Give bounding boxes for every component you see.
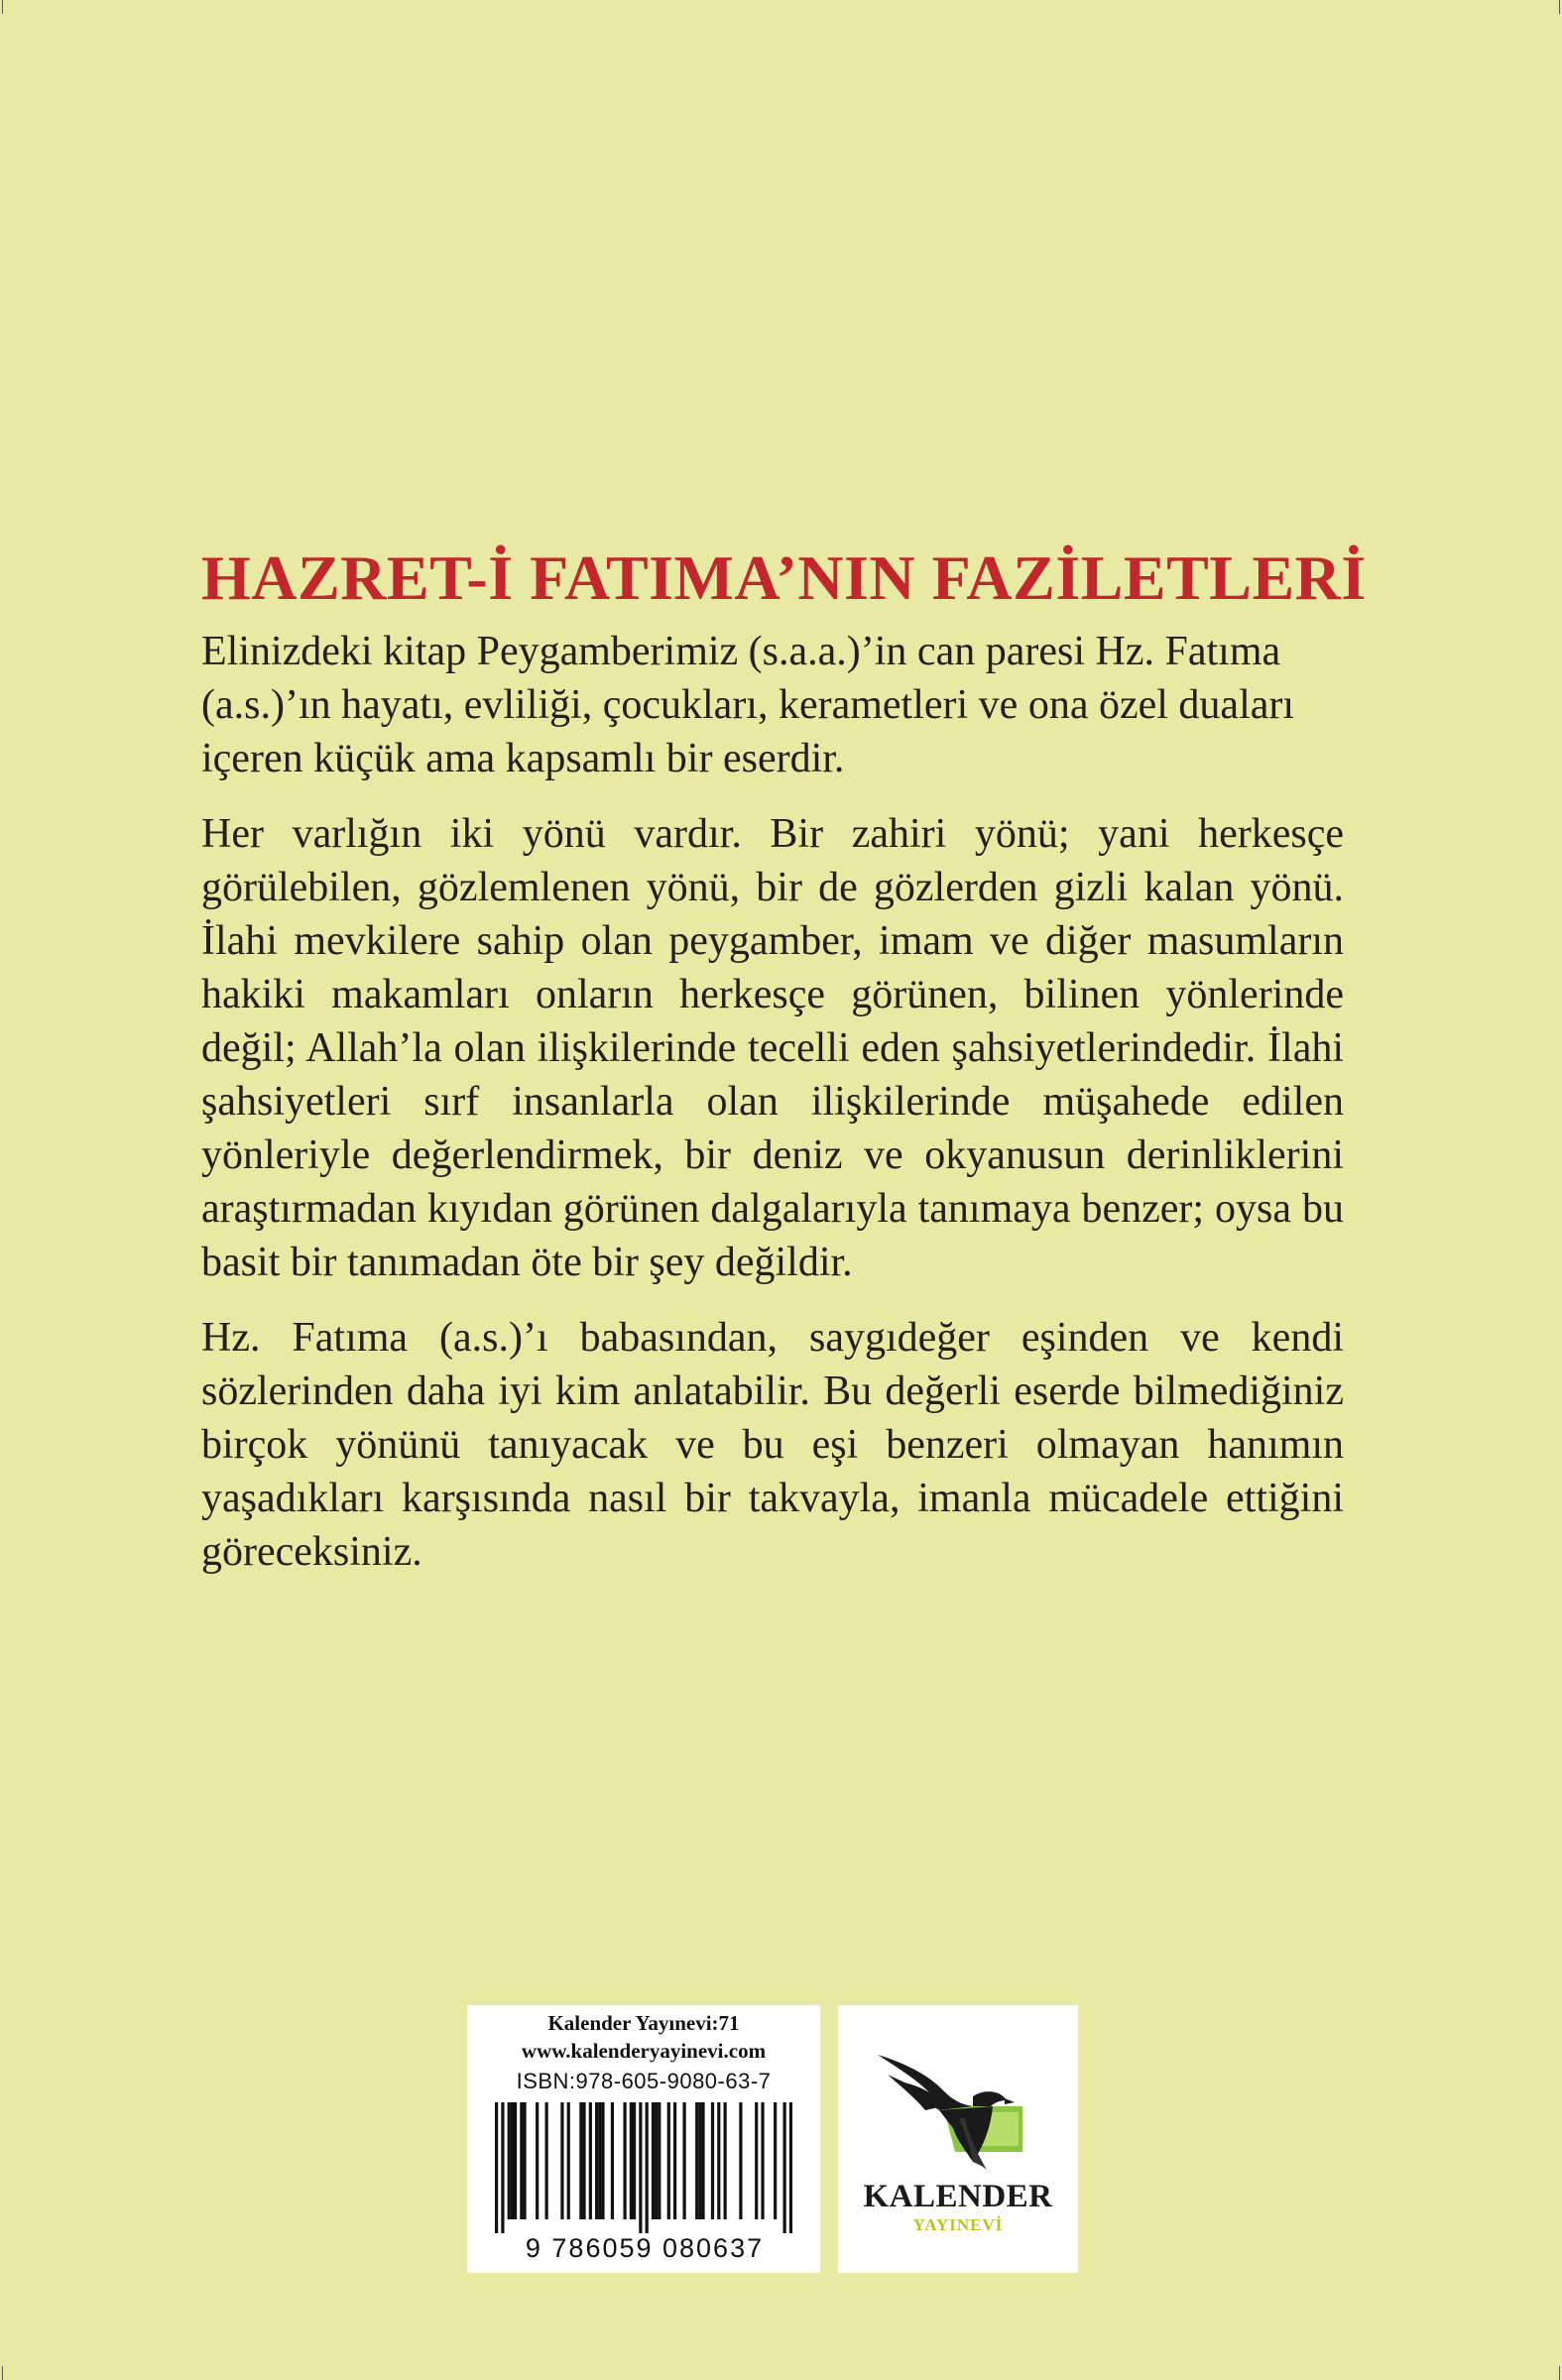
barcode-bar (623, 2102, 626, 2219)
barcode-icon (495, 2102, 792, 2233)
crop-mark-top-left (2, 0, 3, 14)
barcode-bar (633, 2102, 636, 2219)
barcode-bar (761, 2102, 764, 2219)
barcode-bar (695, 2102, 698, 2219)
publisher-number: Kalender Yayınevi:71 (547, 2011, 740, 2035)
barcode-bar (589, 2102, 592, 2219)
barcode-bar (598, 2102, 601, 2219)
barcode-bar (560, 2102, 563, 2219)
barcode-bar (717, 2102, 720, 2219)
barcode-bar (508, 2102, 511, 2219)
barcode-bar (545, 2102, 548, 2219)
logo-name: KALENDER (863, 2179, 1053, 2214)
barcode-bar (739, 2102, 742, 2219)
barcode-bar (520, 2102, 523, 2219)
blurb-text (201, 625, 1344, 1601)
barcode-bar (601, 2102, 604, 2219)
publisher-logo (838, 2005, 1078, 2273)
barcode-bar (501, 2102, 504, 2233)
crop-mark-top-right (1559, 0, 1560, 14)
blurb-paragraph-2: Her varlığın iki yönü vardır. Bir zahiri yönü; yani herkesçe görülebilen, gözlemlenen yönü, bir de gözlerden gizli kalan yönü. İlahi mevkilere sahip olan peygamber, imam ve diğer masumların hakiki makamları onların herkesçe görünen, bilinen yönlerinde değil; Allah’la olan ilişkilerinde tecelli eden şahsiyetlerindedir. İlahi şahsiyetleri sırf insanlarla olan ilişkilerinde müşahede edilen yönleriyle değerlendirmek, bir deniz ve okyanusun derinliklerini araştırmadan kıyıdan görünen dalgalarıyla tanımaya benzer; oysa bu basit bir tanımadan öte bir şey değildir. (201, 811, 1344, 1285)
logo-subtitle: YAYINEVİ (912, 2215, 1004, 2234)
barcode-bar (495, 2102, 498, 2233)
barcode-bar (789, 2102, 792, 2233)
barcode-bar (611, 2102, 614, 2219)
barcode-bar (652, 2102, 655, 2219)
crop-mark-bottom-left (2, 2366, 3, 2380)
barcode-bar (511, 2102, 514, 2219)
blurb-paragraph-3: Hz. Fatıma (a.s.)’ı babasından, saygıdeğer eşinden ve kendi sözlerinden daha iyi kim anlatabilir. Bu değerli eserde bilmediğiniz birçok yönünü tanıyacak ve bu eşi benzeri olmayan hanımın yaşadıkları karşısında nasıl bir takvayla, imanla mücadele ettiğini göreceksiniz. (201, 1315, 1344, 1575)
barcode-bar (711, 2102, 714, 2219)
barcode-bar (667, 2102, 670, 2219)
barcode-bar (701, 2102, 704, 2219)
barcode-bar (639, 2102, 642, 2233)
book-title: HAZRET-İ FATIMA’NIN FAZİLETLERİ (201, 542, 1367, 613)
barcode-bar (523, 2102, 526, 2219)
barcode-bar (595, 2102, 598, 2219)
barcode-bar (567, 2102, 570, 2219)
isbn-box (467, 2005, 820, 2273)
barcode-bar (514, 2102, 517, 2219)
blurb-paragraph-1: Elinizdeki kitap Peygamberimiz (s.a.a.)’in can paresi Hz. Fatıma (a.s.)’ın hayatı, evliliği, çocukları, kerametleri ve ona özel duaları içeren küçük ama kapsamlı bir eserdir. (201, 629, 1295, 781)
barcode-bar (582, 2102, 585, 2219)
barcode-bar (536, 2102, 539, 2219)
barcode-bar (658, 2102, 661, 2219)
barcode-digits: 9 786059 080637 (525, 2233, 765, 2263)
barcode-bar (630, 2102, 633, 2219)
barcode-bar (673, 2102, 676, 2219)
barcode-bar (646, 2102, 649, 2233)
barcode-bar (774, 2102, 777, 2219)
barcode-bar (724, 2102, 727, 2219)
barcode-bar (755, 2102, 758, 2219)
publisher-website: www.kalenderyayinevi.com (521, 2039, 767, 2063)
barcode-bar (579, 2102, 582, 2219)
barcode-bar (655, 2102, 658, 2219)
crop-mark-bottom-right (1559, 2366, 1560, 2380)
eagle-book-icon (874, 2045, 1042, 2184)
barcode-bar (698, 2102, 701, 2219)
isbn-number: ISBN:978-605-9080-63-7 (516, 2069, 772, 2093)
barcode-bar (682, 2102, 685, 2219)
barcode-bar (783, 2102, 786, 2233)
